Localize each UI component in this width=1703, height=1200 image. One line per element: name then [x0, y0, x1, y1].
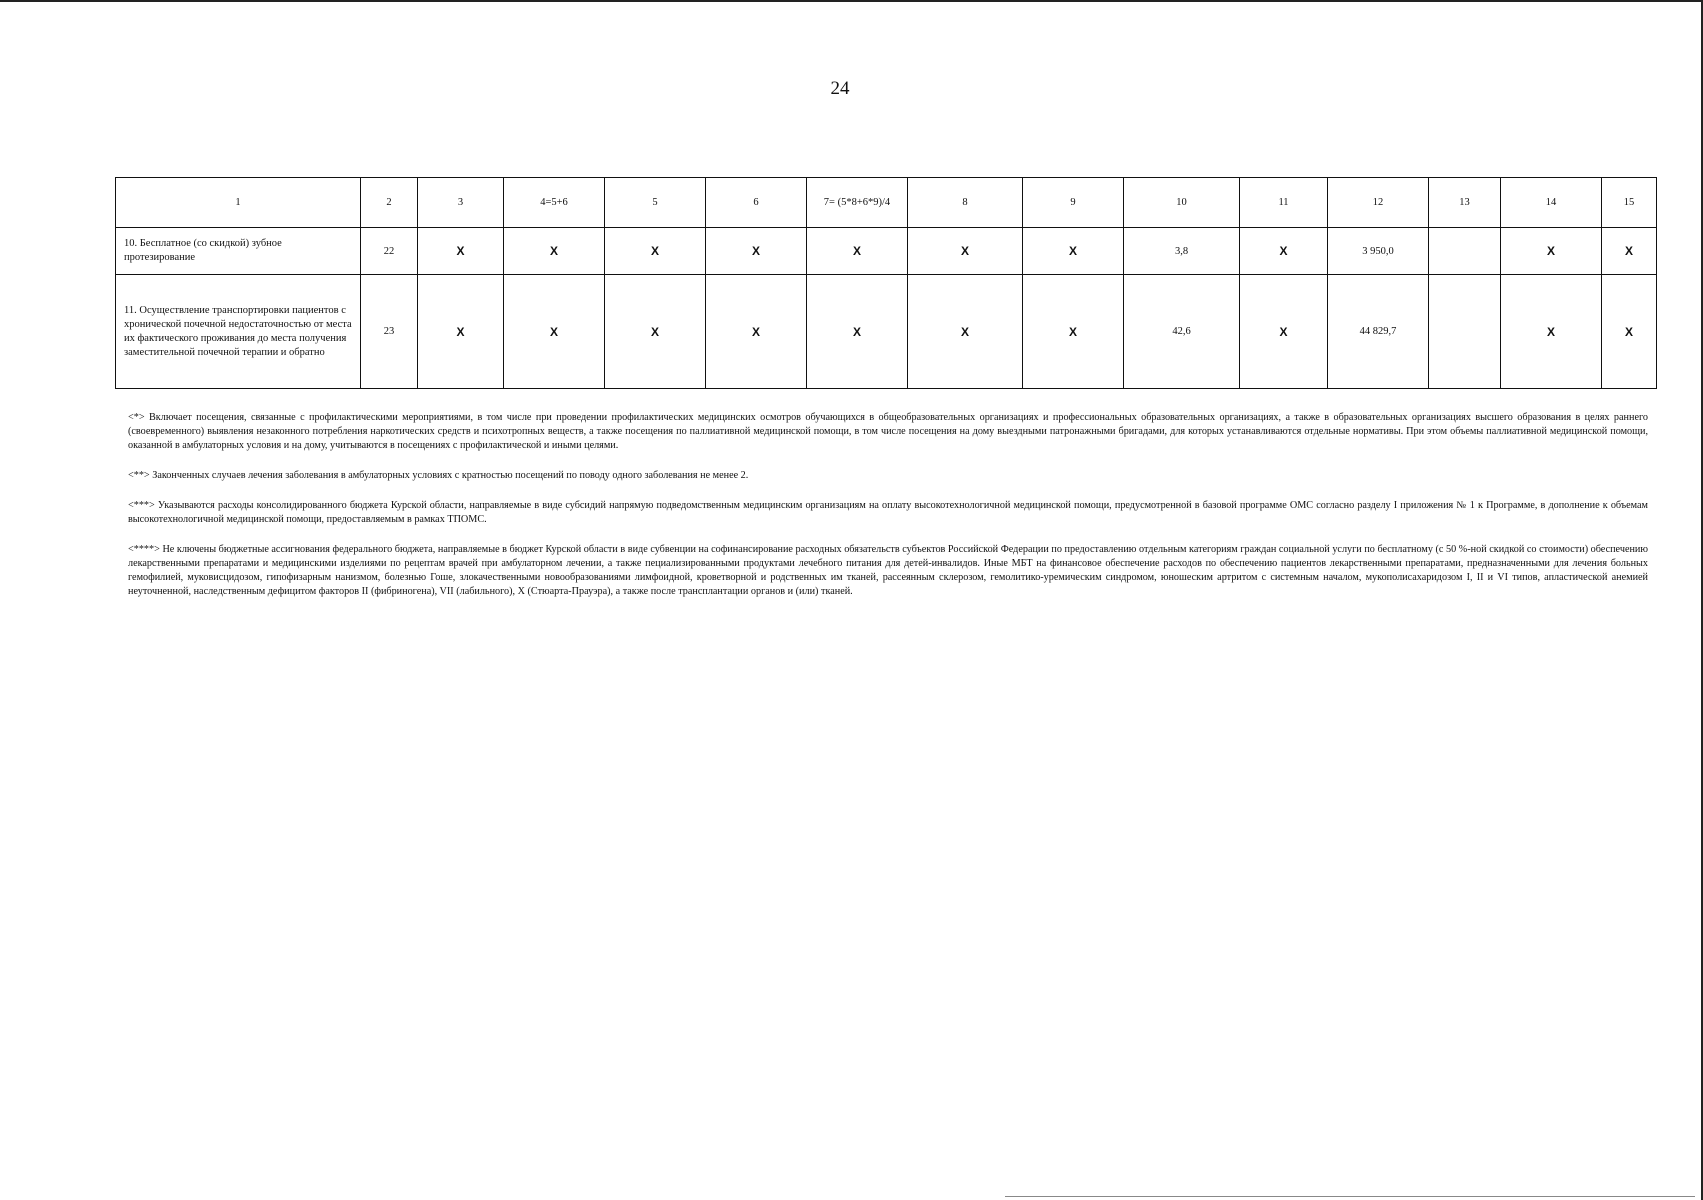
table-header-cell: 10: [1124, 178, 1240, 228]
scan-border-top: [0, 0, 1703, 2]
page-number: 24: [830, 78, 850, 99]
footnote: <*> Включает посещения, связанные с профилактическими мероприятиями, в том числе при проведении профилактических медицинских осмотров обучающихся в общеобразовательных организациях и профессиональных образовательных организациях, а также в образовательных организациях высшего образования в целях раннего (своевременного) выявления незаконного потребления наркотических средств и психотропных веществ, а также посещения по паллиативной медицинской помощи, в том числе посещения на дому выездными патронажными бригадами, для которых устанавливаются отдельные нормативы. При этом объемы паллиативной медицинской помощи, оказанной в амбулаторных условия и на дому, учитываются в посещениях с профилактической и иными целями.: [128, 412, 1648, 451]
table-cell: X: [1023, 228, 1124, 275]
table-cell: X: [605, 228, 706, 275]
table-cell: 44 829,7: [1328, 275, 1429, 389]
table-cell: X: [504, 275, 605, 389]
footnotes: [128, 411, 1648, 615]
table-cell: X: [1501, 275, 1602, 389]
table-cell: [1429, 275, 1501, 389]
table-cell: X: [1023, 275, 1124, 389]
table-cell: X: [807, 228, 908, 275]
table-cell: X: [1240, 275, 1328, 389]
table-cell: X: [1501, 228, 1602, 275]
table-cell: X: [605, 275, 706, 389]
scan-border-bottom: [1005, 1196, 1695, 1197]
table-cell: X: [908, 228, 1023, 275]
table-header-cell: 4=5+6: [504, 178, 605, 228]
table-header-cell: 12: [1328, 178, 1429, 228]
table-cell: 42,6: [1124, 275, 1240, 389]
table-cell: X: [1240, 228, 1328, 275]
footnote: <**> Законченных случаев лечения заболевания в амбулаторных условиях с кратностью посещений по поводу одного заболевания не менее 2.: [128, 470, 749, 481]
table-cell: 22: [361, 228, 418, 275]
table-row: [116, 275, 1657, 389]
table-cell: X: [908, 275, 1023, 389]
table-cell: X: [1602, 228, 1657, 275]
table-cell: [1429, 228, 1501, 275]
table-header-cell: 6: [706, 178, 807, 228]
table-cell: X: [504, 228, 605, 275]
row-name-cell: 11. Осуществление транспортировки пациентов с хронической почечной недостаточностью от места их фактического проживания до места получения заместительной почечной терапии и обратно: [116, 275, 361, 389]
table-header-cell: 8: [908, 178, 1023, 228]
table-cell: 23: [361, 275, 418, 389]
table-header-cell: 15: [1602, 178, 1657, 228]
table-cell: X: [418, 275, 504, 389]
table-cell: X: [1602, 275, 1657, 389]
table-header-row: [116, 178, 1657, 228]
table-header-cell: 1: [116, 178, 361, 228]
table-cell: X: [706, 228, 807, 275]
table-cell: X: [807, 275, 908, 389]
footnote: <****> Не ключены бюджетные ассигнования федерального бюджета, направляемые в бюджет Курской области в виде субвенции на софинансирование расходных обязательств субъектов Российской Федерации по предоставлению отдельным категориям граждан социальной услуги по бесплатному (с 50 %-ной скидкой со стоимости) обеспечению лекарственными препаратами и медицинскими изделиями по рецептам врачей при амбулаторном лечении, а также пециализированными продуктами лечебного питания для детей-инвалидов. Иные МБТ на финансовое обеспечение расходов по обеспечению пациентов лекарственными препаратами, предназначенными для лечения больных гемофилией, муковисцидозом, гипофизарным нанизмом, болезнью Гоше, злокачественными новообразованиями лимфоидной, кроветворной и родственных им тканей, рассеянным склерозом, гемолитико-уремическим синдромом, юношеским артритом с системным началом, мукополисахаридозом I, II и VI типов, апластической анемией неуточненной, наследственным дефицитом факторов II (фибриногена), VII (лабильного), X (Стюарта-Прауэра), а также после трансплантации органов и (или) тканей.: [128, 544, 1648, 597]
table-cell: X: [418, 228, 504, 275]
table-header-cell: 11: [1240, 178, 1328, 228]
table-cell: X: [706, 275, 807, 389]
table-header-cell: 3: [418, 178, 504, 228]
table-row: [116, 228, 1657, 275]
data-table: [115, 177, 1657, 389]
row-name-cell: 10. Бесплатное (со скидкой) зубное протезирование: [116, 228, 361, 275]
footnote: <***> Указываются расходы консолидированного бюджета Курской области, направляемые в виде субсидий напрямую подведомственным медицинским организациям на оплату высокотехнологичной медицинской помощи, предусмотренной в базовой программе ОМС согласно разделу I приложения № 1 к Программе, в дополнение к объемам высокотехнологичной медицинской помощи, предоставляемым в рамках ТПОМС.: [128, 500, 1648, 525]
table-header-cell: 2: [361, 178, 418, 228]
table-cell: 3,8: [1124, 228, 1240, 275]
table-cell: 3 950,0: [1328, 228, 1429, 275]
table-header-cell: 7= (5*8+6*9)/4: [807, 178, 908, 228]
table-header-cell: 13: [1429, 178, 1501, 228]
table-header-cell: 9: [1023, 178, 1124, 228]
table-header-cell: 5: [605, 178, 706, 228]
table-header-cell: 14: [1501, 178, 1602, 228]
